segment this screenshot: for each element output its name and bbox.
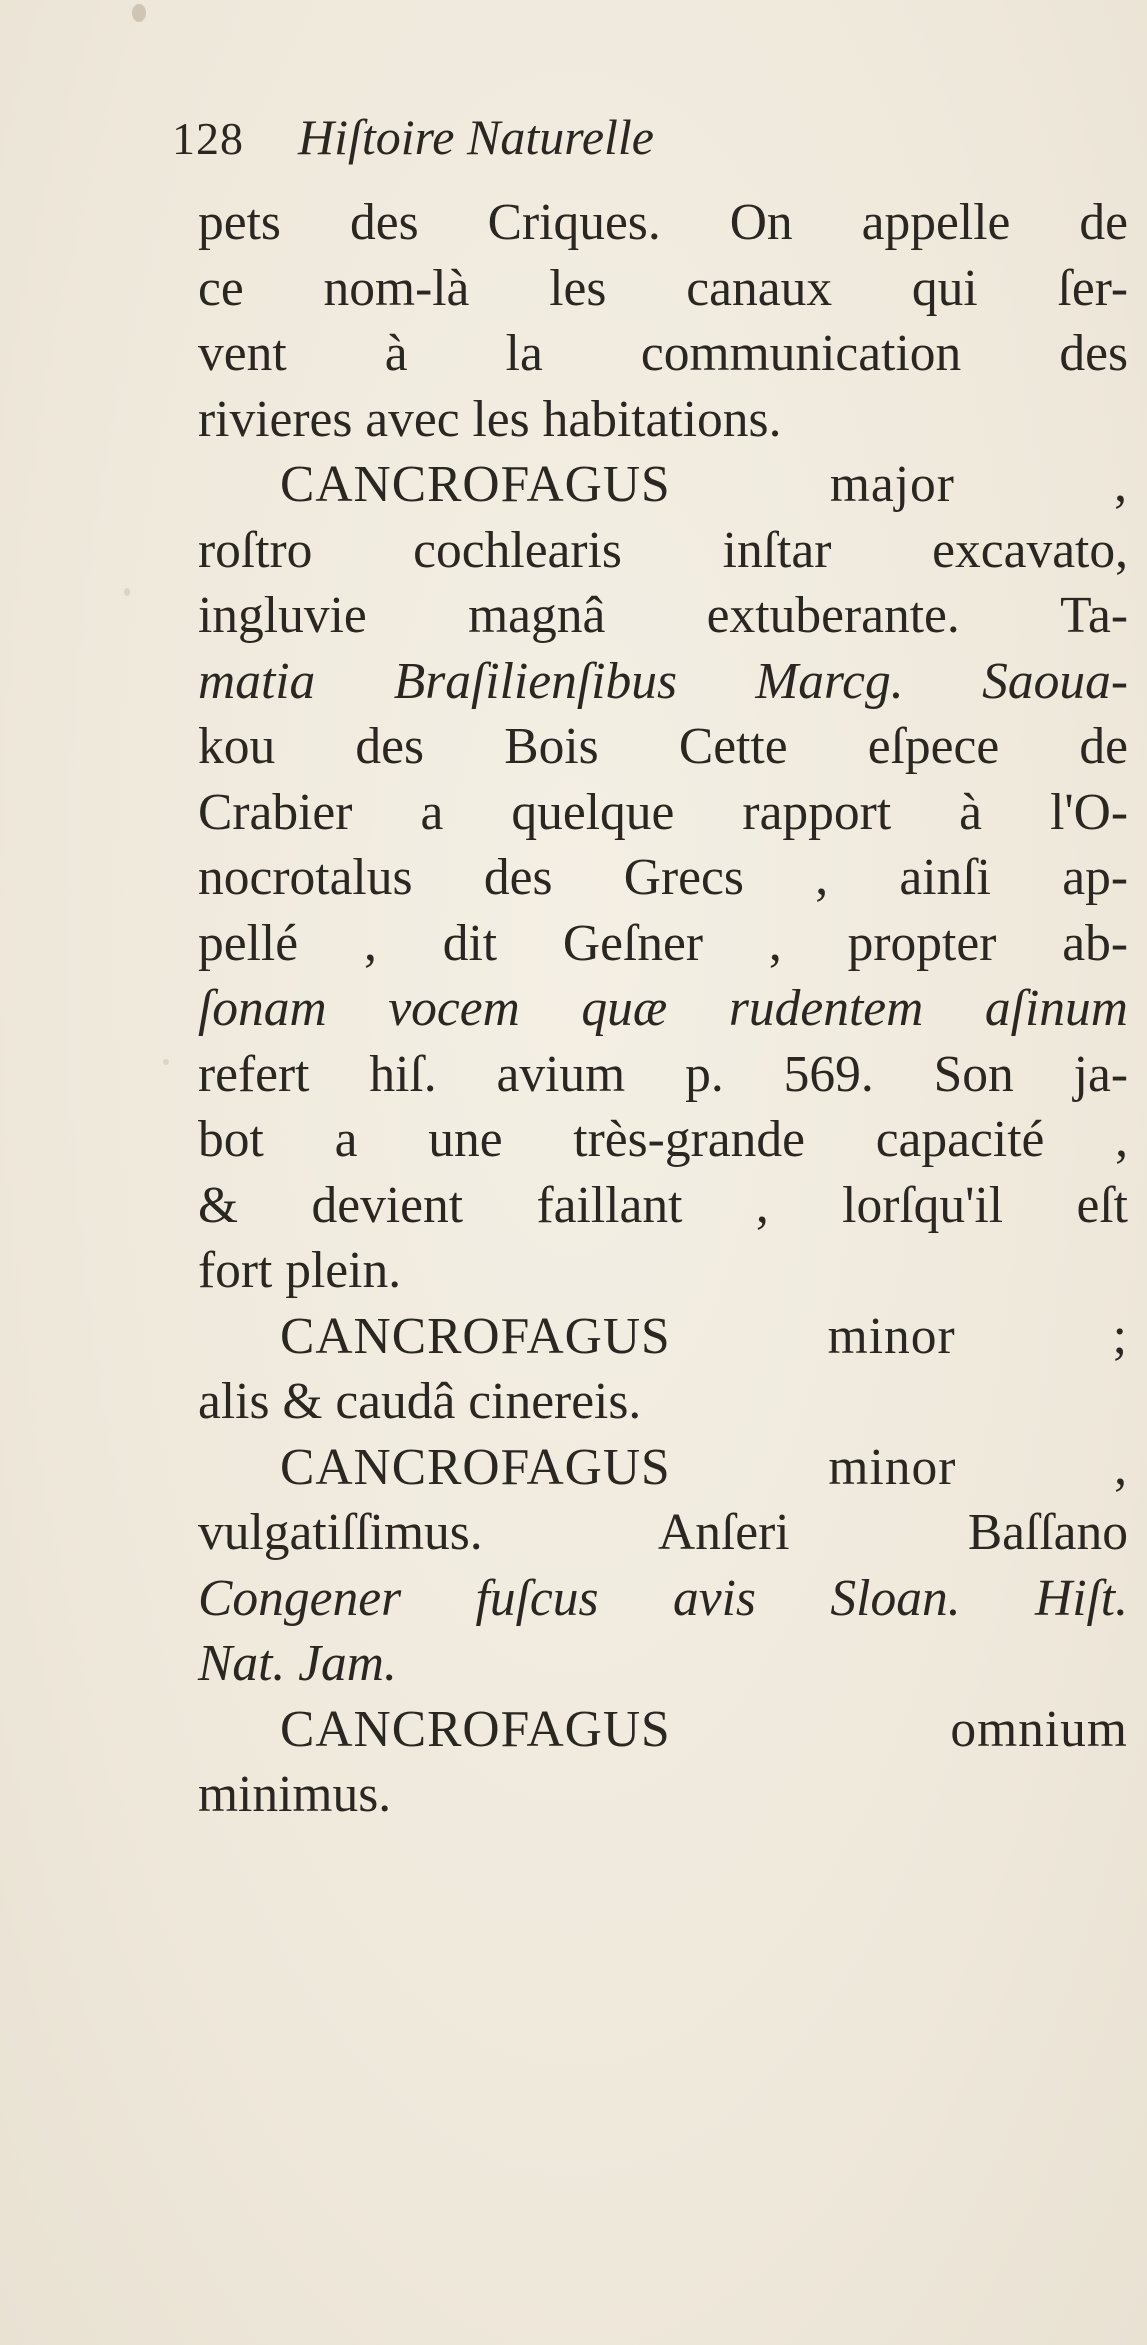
text-line: alis & caudâ cinereis. [198, 1373, 642, 1430]
text-line: kou des Bois Cette eſpece de [198, 718, 1128, 775]
text-line: vent à la communication des [198, 325, 1128, 382]
text-line: bot a une très-grande capacité , [198, 1111, 1128, 1168]
text-line: ingluvie magnâ extuberante. Ta- [198, 587, 1128, 644]
text-line: ce nom-là les canaux qui ſer- [198, 259, 1128, 317]
entry-heading: CANCROFAGUS major , [280, 456, 1128, 513]
text-line: vulgatiſſimus. Anſeri Baſſano [198, 1504, 1128, 1561]
page-header [172, 109, 654, 165]
text-line: fort plein. [198, 1242, 402, 1299]
paper-stain [163, 1059, 169, 1065]
running-title: Hiſtoire Naturelle [298, 109, 654, 165]
text-line: & devient faillant , lorſqu'il eſt [198, 1176, 1128, 1234]
text-line: Nat. Jam. [198, 1635, 397, 1692]
text-line: Crabier a quelque rapport à l'O- [198, 783, 1128, 841]
page-number: 128 [172, 113, 244, 164]
text-line: roſtro cochlearis inſtar excavato, [198, 521, 1128, 579]
text-line: pets des Criques. On appelle de [198, 194, 1128, 251]
entry-heading: CANCROFAGUS omnium [280, 1700, 1128, 1758]
text-line: nocrotalus des Grecs , ainſi ap- [198, 849, 1128, 906]
paper-stain [132, 4, 146, 22]
text-line: minimus. [198, 1766, 392, 1823]
paper-stain [124, 588, 130, 596]
text-line: Congener fuſcus avis Sloan. Hiſt. [198, 1569, 1128, 1627]
entry-heading: CANCROFAGUS minor ; [280, 1307, 1128, 1365]
body-text [198, 190, 1128, 1828]
entry-heading: CANCROFAGUS minor , [280, 1438, 1128, 1496]
text-line: ſonam vocem quæ rudentem aſinum [198, 980, 1128, 1037]
text-line: matia Braſilienſibus Marcg. Saoua- [198, 652, 1128, 710]
text-line: pellé , dit Geſner , propter ab- [198, 914, 1128, 972]
text-line: rivieres avec les habitations. [198, 390, 782, 448]
text-line: refert hiſ. avium p. 569. Son ja- [198, 1045, 1128, 1103]
